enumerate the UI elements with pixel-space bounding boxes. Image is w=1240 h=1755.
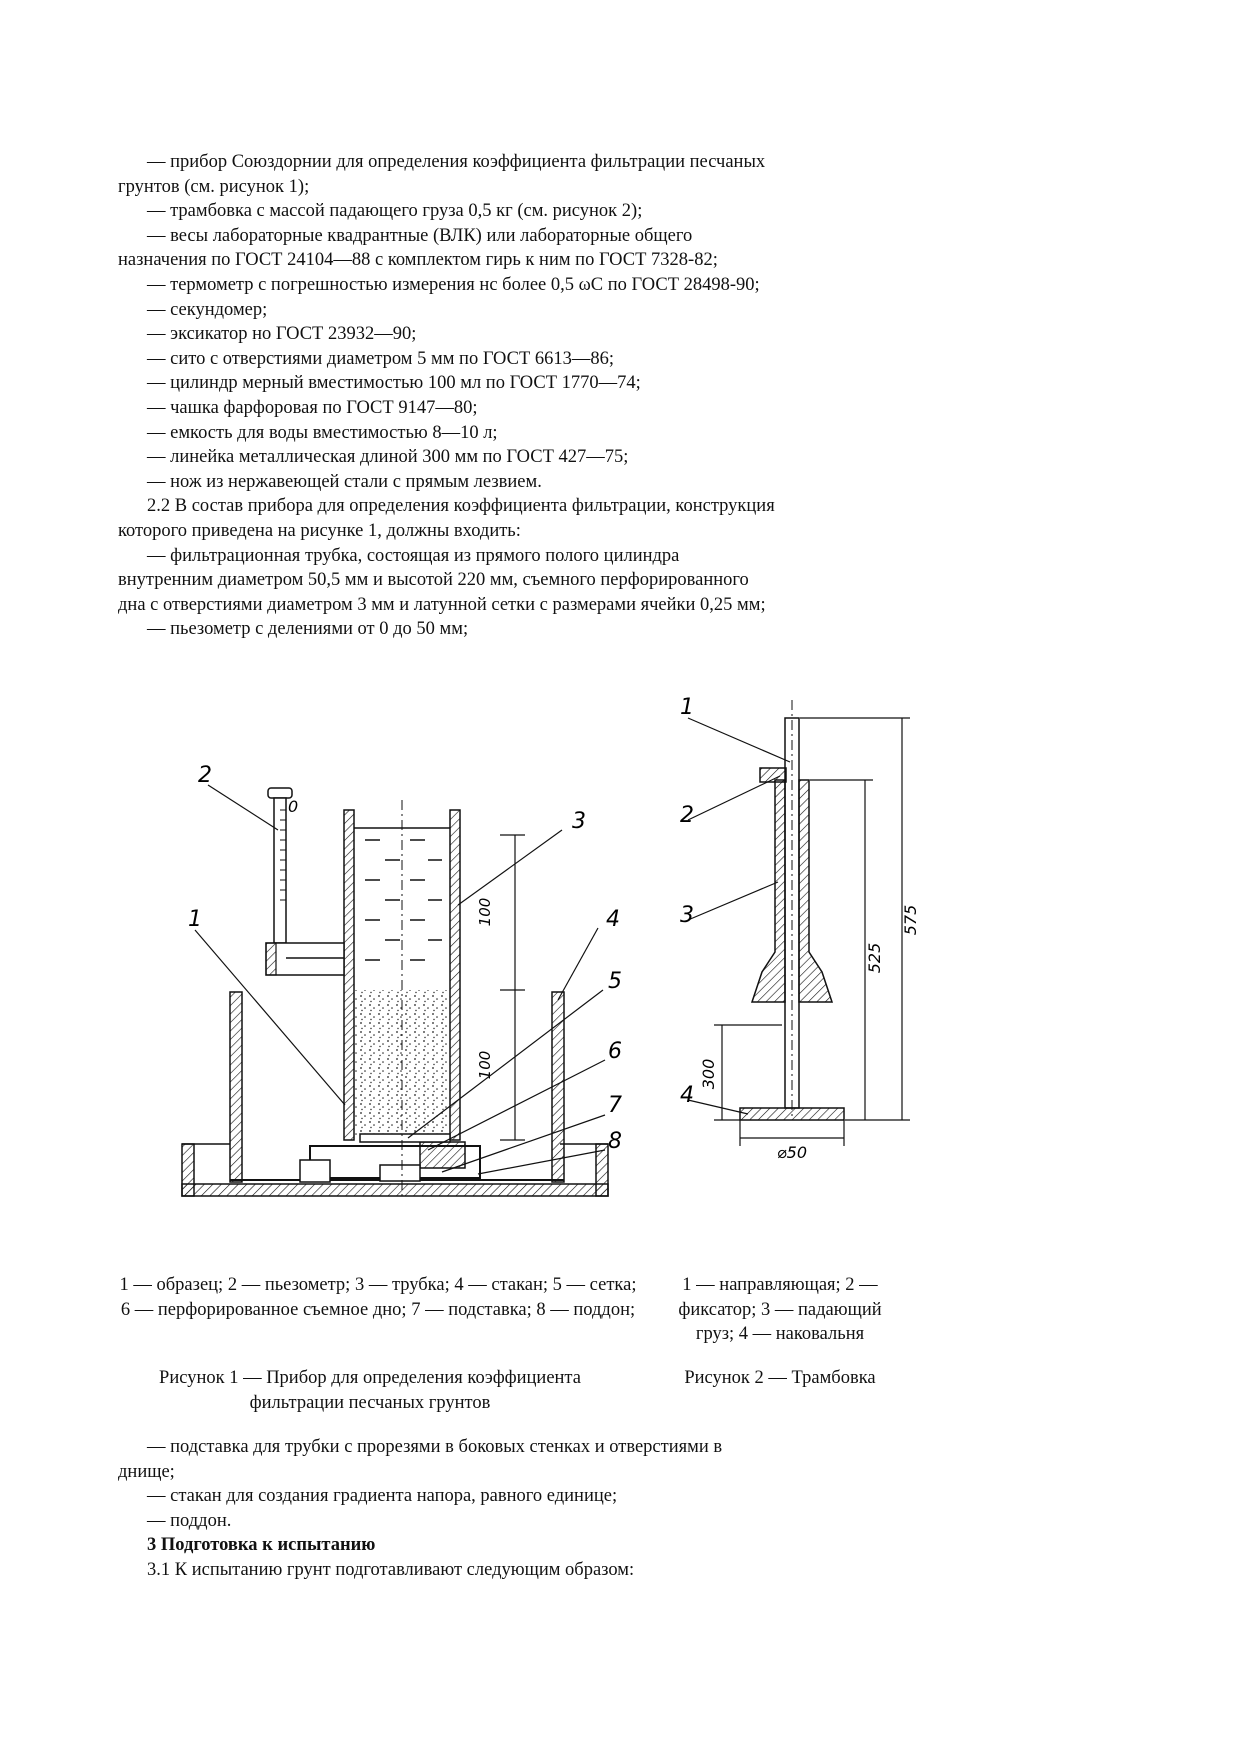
tube-shape [344,800,460,1200]
section-heading: 3 Подготовка к испытанию [147,1535,376,1556]
figure2-label: 4 [680,1083,694,1108]
figure1-label: 5 [608,969,622,994]
piezometer-shape [266,788,344,975]
paragraph: 3.1 К испытанию грунт подготавливают следующим образом: [147,1559,635,1580]
figure1-legend: 1 — образец; 2 — пьезометр; 3 — трубка; 4 — стакан; 5 — сетка; 6 — перфорированное съемное дно; 7 — подставка; 8 — поддон; [119,1275,637,1320]
body-text-bottom [118,1435,778,1583]
paragraph: — стакан для создания градиента напора, равного единице; [147,1486,618,1507]
figure2-dim-525: 525 [865,942,884,974]
figure1-label: 6 [608,1039,622,1064]
figure1-label: 2 [198,763,212,788]
paragraph: — нож из нержавеющей стали с прямым лезвием. [147,471,542,492]
paragraph: — термометр с погрешностью измерения нс более 0,5 ωС по ГОСТ 28498-90; [147,274,760,295]
figure1-title: Рисунок 1 — Прибор для определения коэффициента фильтрации песчаных грунтов [159,1368,581,1413]
paragraph: — пьезометр с делениями от 0 до 50 мм; [147,619,469,640]
paragraph: — чашка фарфоровая по ГОСТ 9147—80; [147,397,478,418]
figure1-zero-mark: 0 [288,797,299,816]
paragraph: — эксикатор но ГОСТ 23932—90; [147,324,417,345]
paragraph: — сито с отверстиями диаметром 5 мм по ГОСТ 6613—86; [147,348,615,369]
figure1-dim-bottom: 100 [476,1050,494,1080]
paragraph: — подставка для трубки с прорезями в боковых стенках и отверстиями в днище; [118,1437,723,1482]
figure2-dim-575: 575 [901,904,920,936]
paragraph: — фильтрационная трубка, состоящая из прямого полого цилиндра внутренним диаметром 50,5 мм и высотой 220 мм, съемного перфорированного дна с отверстиями диаметром 3 мм и латунной сетки с размерами ячейки 0,25 мм; [118,545,766,615]
figure1-dimensions [500,835,525,1140]
figure2-dim-diameter: ⌀50 [777,1143,807,1162]
figure1-dim-top: 100 [476,897,494,927]
anvil-shape [740,1108,844,1120]
paragraph: — прибор Союздорнии для определения коэффициента фильтрации песчаных грунтов (см. рисунок 1); [118,152,766,197]
paragraph: 2.2 В состав прибора для определения коэффициента фильтрации, конструкция которого приведена на рисунке 1, должны входить: [118,496,775,541]
paragraph: — трамбовка с массой падающего груза 0,5 кг (см. рисунок 2); [147,201,643,222]
paragraph: — поддон. [147,1510,232,1531]
figure2-label: 2 [680,803,694,828]
figure1-label: 3 [572,809,586,834]
figure2-label: 3 [680,903,694,928]
figure2-label: 1 [680,695,694,720]
paragraph: — секундомер; [147,299,268,320]
paragraph: — весы лабораторные квадрантные (ВЛК) или лабораторные общего назначения по ГОСТ 24104—88 с комплектом гирь к ним по ГОСТ 7328-82; [118,225,718,271]
figure2-title: Рисунок 2 — Трамбовка [684,1368,876,1388]
guide-rod-shape [785,700,799,1120]
figure2-dim-300: 300 [699,1058,718,1090]
figure1-drawing [170,760,640,1240]
figure2-drawing [670,690,940,1260]
figure1-label: 7 [608,1093,622,1118]
paragraph: — линейка металлическая длиной 300 мм по ГОСТ 427—75; [147,447,629,468]
stand-shape [300,1142,480,1182]
body-text-top [118,150,778,642]
paragraph: — емкость для воды вместимостью 8—10 л; [147,422,498,443]
figure1-label: 1 [188,907,202,932]
paragraph: — цилиндр мерный вместимостью 100 мл по ГОСТ 1770—74; [147,373,641,394]
figure2-legend: 1 — направляющая; 2 — фиксатор; 3 — падающий груз; 4 — наковальня [678,1275,882,1345]
figure1-label: 4 [606,907,620,932]
figure1-label: 8 [608,1129,622,1154]
figure2-dimensions [714,718,910,1146]
